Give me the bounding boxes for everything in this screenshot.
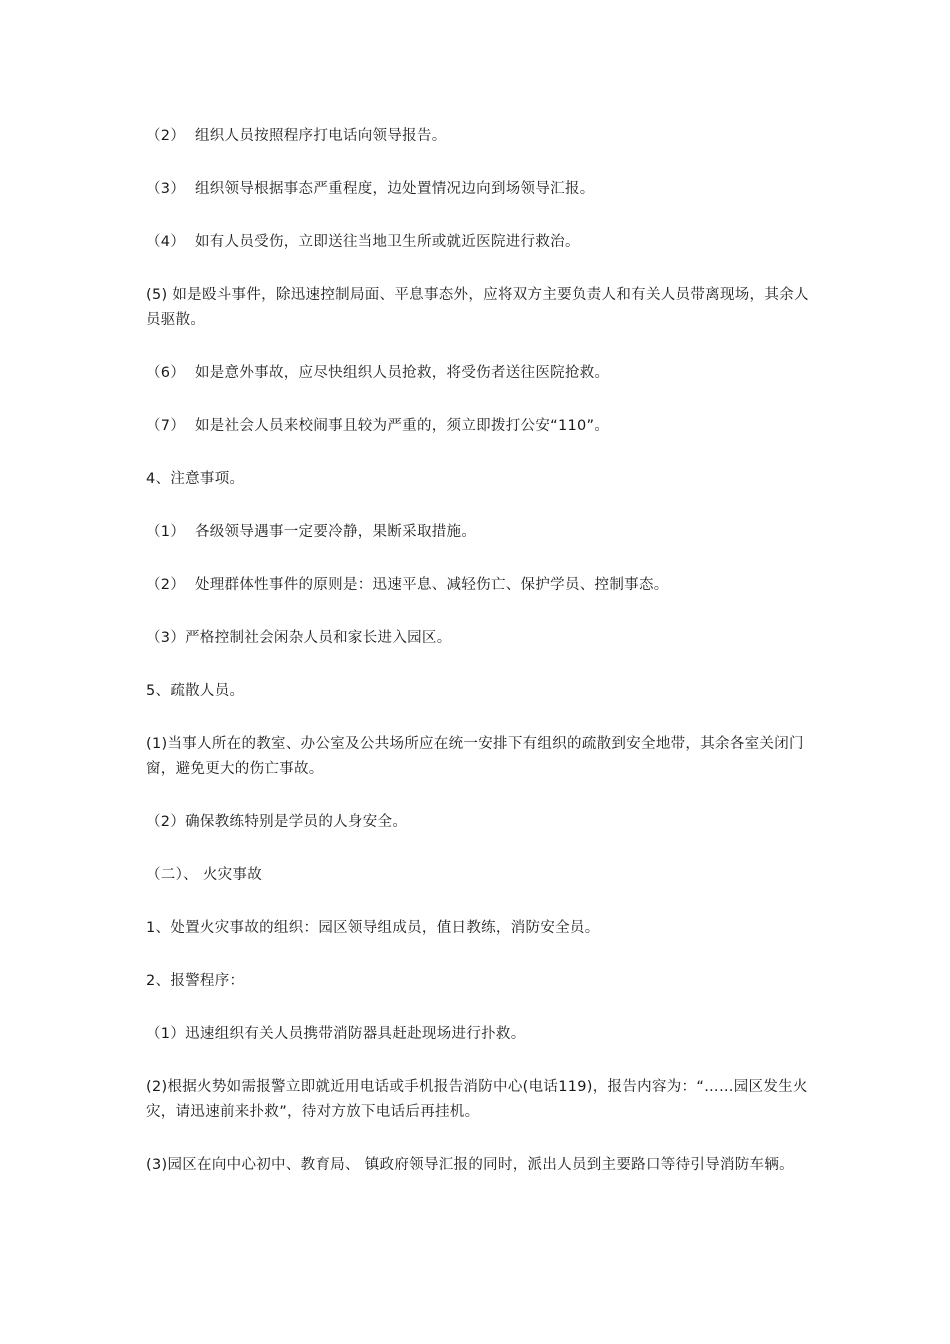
paragraph-item-2: （2） 组织人员按照程序打电话向领导报告。 [146,128,447,144]
paragraph-alarm-3: (3)园区在向中心初中、教育局、 镇政府领导汇报的同时，派出人员到主要路口等待引导消防车辆。 [146,1157,794,1173]
paragraph-item-6: （6） 如是意外事故，应尽快组织人员抢救，将受伤者送往医院抢救。 [146,365,610,381]
document-body [146,124,814,1206]
section-heading-fire-accident: （二）、 火灾事故 [146,867,263,883]
paragraph-evacuation-1: (1)当事人所在的教室、办公室及公共场所应在统一安排下有组织的疏散到安全地带，其余各室关闭门窗，避免更大的伤亡事故。 [146,736,804,777]
section-heading-evacuation: 5、疏散人员。 [146,683,245,699]
paragraph-precaution-3: （3）严格控制社会闲杂人员和家长进入园区。 [146,630,452,646]
paragraph-precaution-2: （2） 处理群体性事件的原则是：迅速平息、减轻伤亡、保护学员、控制事态。 [146,577,669,593]
paragraph-alarm-1: （1）迅速组织有关人员携带消防器具赶赴现场进行扑救。 [146,1026,526,1042]
paragraph-item-7: （7） 如是社会人员来校闹事且较为严重的，须立即拨打公安“110”。 [146,418,610,434]
paragraph-precaution-1: （1） 各级领导遇事一定要冷静，果断采取措施。 [146,524,477,540]
paragraph-evacuation-2: （2）确保教练特别是学员的人身安全。 [146,814,408,830]
paragraph-item-4: （4） 如有人员受伤，立即送往当地卫生所或就近医院进行救治。 [146,234,580,250]
section-heading-precautions: 4、注意事项。 [146,471,245,487]
section-heading-alarm-procedure: 2、报警程序： [146,973,245,989]
paragraph-fire-organization: 1、处置火灾事故的组织：园区领导组成员，值日教练，消防安全员。 [146,920,600,936]
paragraph-item-3: （3） 组织领导根据事态严重程度，边处置情况边向到场领导汇报。 [146,181,595,197]
paragraph-alarm-2: (2)根据火势如需报警立即就近用电话或手机报告消防中心(电话119)，报告内容为：“……园区发生火灾，请迅速前来扑救”，待对方放下电话后再挂机。 [146,1079,808,1120]
paragraph-item-5: (5) 如是殴斗事件，除迅速控制局面、平息事态外，应将双方主要负责人和有关人员带离现场，其余人员驱散。 [146,287,809,328]
